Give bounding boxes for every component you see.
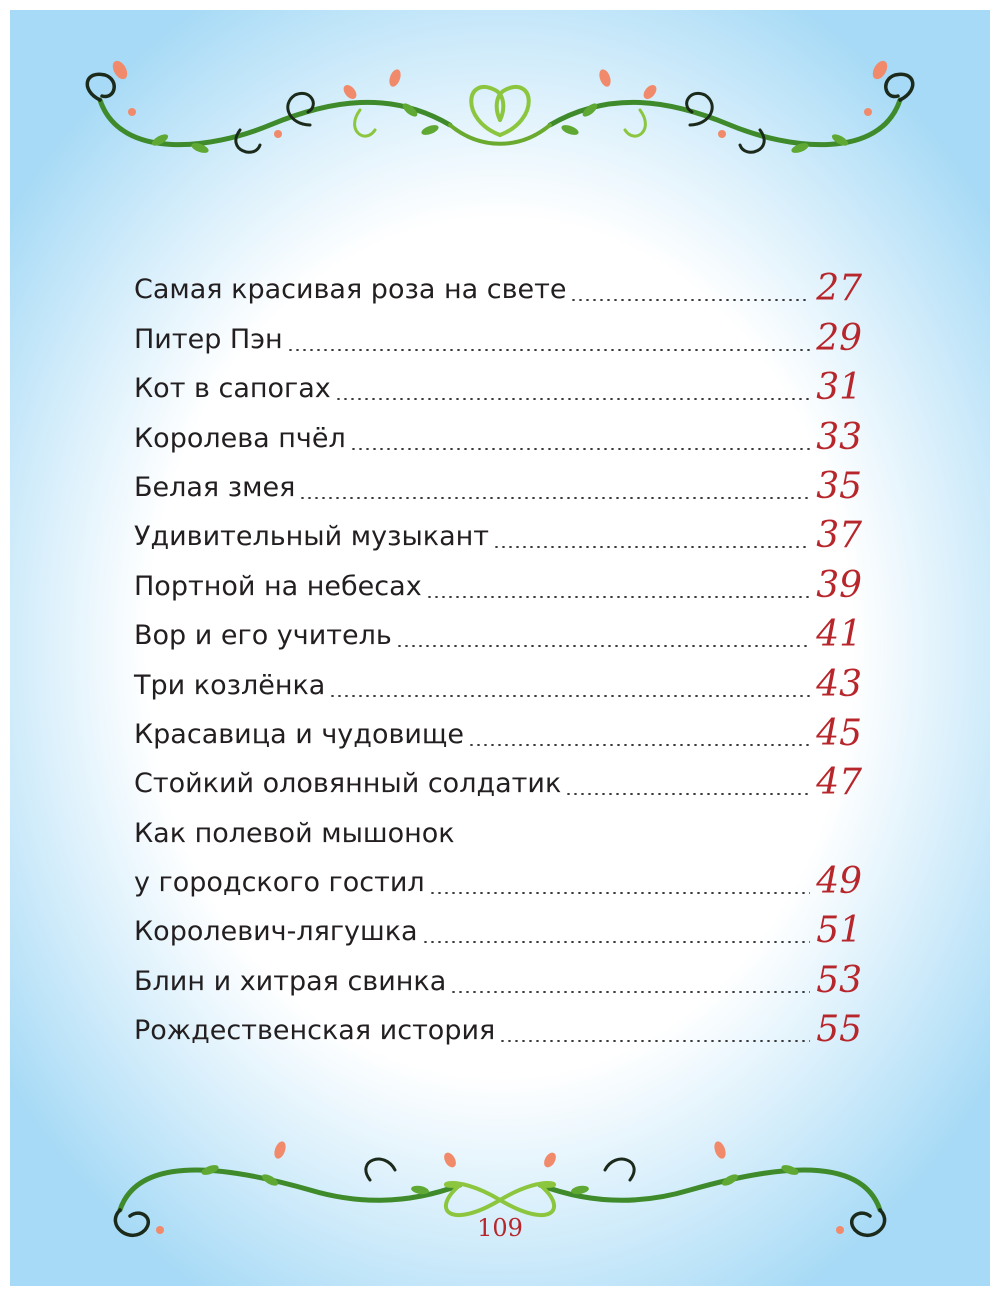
table-of-contents <box>134 262 862 1052</box>
toc-entry <box>134 657 862 706</box>
toc-entry-page: 51 <box>816 910 862 952</box>
dot-leader <box>570 299 810 301</box>
vine-ornament-bottom <box>10 1130 990 1280</box>
dot-leader <box>499 1040 810 1042</box>
toc-entry-page: 45 <box>816 712 862 754</box>
toc-entry <box>134 1003 862 1052</box>
toc-entry <box>134 361 862 410</box>
toc-entry-title: Вор и его учитель <box>134 620 392 652</box>
toc-entry-page: 55 <box>816 1009 862 1051</box>
toc-entry <box>134 855 862 904</box>
toc-entry-title: Белая змея <box>134 471 296 503</box>
toc-entry-title: Королевич-лягушка <box>134 916 418 948</box>
toc-entry-page: 41 <box>816 614 862 656</box>
toc-entry <box>134 953 862 1002</box>
dot-leader <box>287 349 811 351</box>
dot-leader <box>429 892 811 894</box>
toc-entry-page: 53 <box>816 959 862 1001</box>
toc-entry-page: 47 <box>816 762 862 804</box>
toc-entry <box>134 904 862 953</box>
toc-entry-page: 27 <box>816 268 862 310</box>
toc-entry-title: Стойкий оловянный солдатик <box>134 768 562 800</box>
toc-entry-title: Рождественская история <box>134 1015 496 1047</box>
toc-entry-page: 29 <box>816 317 862 359</box>
dot-leader <box>335 398 810 400</box>
toc-entry-page: 49 <box>816 861 862 903</box>
toc-entry-title: Удивительный музыкант <box>134 521 489 553</box>
vine-ornament-top <box>10 30 990 180</box>
toc-entry-page: 35 <box>816 465 862 507</box>
dot-leader <box>329 695 810 697</box>
toc-entry-title: Самая красивая роза на свете <box>134 274 567 306</box>
dot-leader <box>468 744 810 746</box>
dot-leader <box>450 991 810 993</box>
dot-leader <box>426 596 811 598</box>
dot-leader <box>350 448 810 450</box>
toc-entry-page: 37 <box>816 515 862 557</box>
toc-entry-page: 43 <box>816 663 862 705</box>
toc-entry-title: у городского гостил <box>134 867 425 899</box>
toc-entry-title: Королева пчёл <box>134 422 346 454</box>
toc-entry <box>134 805 862 854</box>
dot-leader <box>565 793 810 795</box>
toc-entry-title: Кот в сапогах <box>134 373 331 405</box>
dot-leader <box>396 645 810 647</box>
toc-entry <box>134 509 862 558</box>
toc-entry-title: Блин и хитрая свинка <box>134 965 447 997</box>
toc-entry <box>134 311 862 360</box>
toc-entry <box>134 756 862 805</box>
toc-entry <box>134 558 862 607</box>
toc-entry <box>134 707 862 756</box>
page-number: 109 <box>477 1214 523 1242</box>
dot-leader <box>493 546 810 548</box>
toc-entry-title: Три козлёнка <box>134 669 326 701</box>
toc-entry-page: 31 <box>816 367 862 409</box>
toc-entry-title: Портной на небесах <box>134 570 422 602</box>
toc-entry <box>134 608 862 657</box>
dot-leader <box>299 497 810 499</box>
toc-entry-page: 39 <box>816 564 862 606</box>
dot-leader <box>422 941 811 943</box>
toc-entry-title: Красавица и чудовище <box>134 718 464 750</box>
toc-entry-title: Питер Пэн <box>134 323 283 355</box>
toc-entry-page: 33 <box>816 416 862 458</box>
toc-entry-title: Как полевой мышонок <box>134 817 455 849</box>
toc-entry <box>134 262 862 311</box>
toc-entry <box>134 460 862 509</box>
toc-entry <box>134 410 862 459</box>
